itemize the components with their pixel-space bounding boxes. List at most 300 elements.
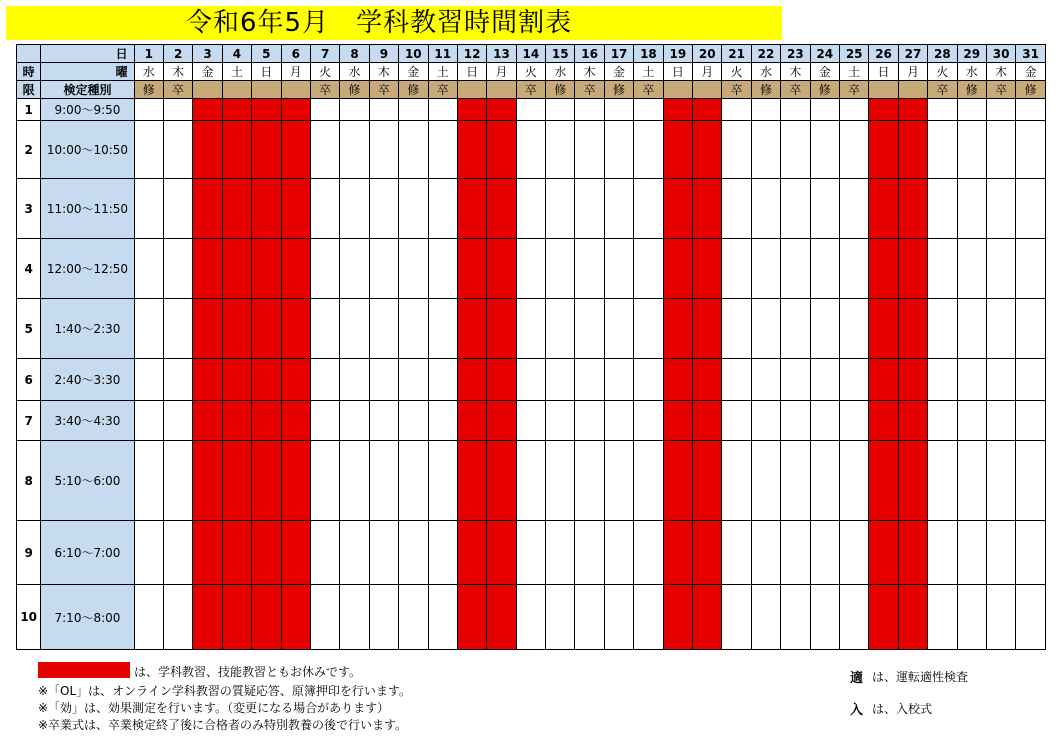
weekday-cell: 火	[516, 63, 545, 81]
schedule-cell	[487, 239, 516, 299]
day-number: 15	[546, 45, 575, 63]
weekday-cell: 日	[869, 63, 898, 81]
period-time: 5:10～6:00	[41, 441, 134, 521]
schedule-cell	[957, 441, 986, 521]
schedule-cell	[369, 299, 398, 359]
day-number: 13	[487, 45, 516, 63]
schedule-cell	[252, 179, 281, 239]
schedule-cell	[340, 441, 369, 521]
schedule-cell	[957, 99, 986, 121]
schedule-cell	[693, 401, 722, 441]
schedule-cell	[281, 521, 310, 585]
closed-legend-swatch	[38, 662, 130, 678]
kentei-cell: 修	[546, 81, 575, 99]
kentei-label: 検定種別	[41, 81, 134, 99]
schedule-cell	[516, 521, 545, 585]
schedule-cell	[134, 585, 163, 650]
schedule-cell	[516, 441, 545, 521]
schedule-cell	[193, 121, 222, 179]
kou-note: ※「効」は、効果測定を行います。（変更になる場合があります）	[38, 701, 390, 715]
period-number: 7	[17, 401, 41, 441]
schedule-cell	[751, 299, 780, 359]
day-number: 25	[839, 45, 868, 63]
schedule-cell	[1016, 441, 1046, 521]
period-time: 6:10～7:00	[41, 521, 134, 585]
schedule-cell	[163, 521, 192, 585]
schedule-cell	[222, 585, 251, 650]
schedule-cell	[222, 401, 251, 441]
schedule-cell	[340, 401, 369, 441]
schedule-cell	[340, 99, 369, 121]
schedule-cell	[722, 179, 751, 239]
day-number: 20	[693, 45, 722, 63]
schedule-cell	[163, 179, 192, 239]
schedule-cell	[222, 299, 251, 359]
schedule-cell	[546, 239, 575, 299]
schedule-cell	[986, 441, 1015, 521]
weekday-cell: 月	[693, 63, 722, 81]
schedule-cell	[546, 359, 575, 401]
weekday-cell: 土	[222, 63, 251, 81]
schedule-cell	[252, 521, 281, 585]
schedule-cell	[898, 99, 927, 121]
schedule-cell	[222, 239, 251, 299]
schedule-cell	[928, 521, 957, 585]
schedule-cell	[134, 359, 163, 401]
schedule-cell	[487, 441, 516, 521]
schedule-cell	[634, 239, 663, 299]
schedule-cell	[310, 239, 339, 299]
schedule-cell	[810, 359, 839, 401]
schedule-cell	[457, 359, 486, 401]
schedule-cell	[928, 441, 957, 521]
period-time: 1:40～2:30	[41, 299, 134, 359]
schedule-cell	[457, 99, 486, 121]
weekday-cell: 水	[957, 63, 986, 81]
schedule-cell	[1016, 521, 1046, 585]
schedule-cell	[986, 299, 1015, 359]
schedule-cell	[839, 401, 868, 441]
schedule-cell	[957, 121, 986, 179]
period-time: 10:00～10:50	[41, 121, 134, 179]
schedule-cell	[604, 299, 633, 359]
schedule-cell	[810, 401, 839, 441]
schedule-cell	[399, 401, 428, 441]
schedule-cell	[693, 239, 722, 299]
weekday-cell: 月	[281, 63, 310, 81]
period-number: 1	[17, 99, 41, 121]
schedule-cell	[634, 521, 663, 585]
schedule-cell	[634, 441, 663, 521]
kentei-cell: 卒	[310, 81, 339, 99]
schedule-cell	[898, 359, 927, 401]
schedule-cell	[222, 121, 251, 179]
period-row	[17, 239, 1046, 299]
schedule-cell	[604, 99, 633, 121]
schedule-cell	[604, 401, 633, 441]
schedule-cell	[252, 359, 281, 401]
kentei-cell: 卒	[516, 81, 545, 99]
schedule-cell	[516, 121, 545, 179]
schedule-cell	[1016, 121, 1046, 179]
schedule-cell	[546, 585, 575, 650]
schedule-cell	[369, 239, 398, 299]
teki-legend-mark: 適	[850, 671, 864, 686]
kentei-cell: 卒	[163, 81, 192, 99]
schedule-cell	[281, 99, 310, 121]
kentei-cell: 卒	[781, 81, 810, 99]
schedule-cell	[1016, 359, 1046, 401]
schedule-cell	[663, 299, 692, 359]
weekday-cell: 金	[399, 63, 428, 81]
schedule-cell	[281, 239, 310, 299]
schedule-cell	[399, 441, 428, 521]
schedule-cell	[310, 585, 339, 650]
corner-gen: 限	[17, 81, 41, 99]
schedule-cell	[869, 99, 898, 121]
schedule-cell	[751, 521, 780, 585]
weekday-cell: 木	[369, 63, 398, 81]
schedule-cell	[310, 99, 339, 121]
kentei-cell	[222, 81, 251, 99]
schedule-cell	[281, 401, 310, 441]
schedule-cell	[663, 401, 692, 441]
kentei-cell: 卒	[839, 81, 868, 99]
schedule-cell	[222, 99, 251, 121]
schedule-cell	[869, 441, 898, 521]
kentei-cell: 修	[810, 81, 839, 99]
schedule-cell	[575, 521, 604, 585]
schedule-cell	[193, 299, 222, 359]
weekday-cell: 金	[604, 63, 633, 81]
schedule-cell	[193, 99, 222, 121]
kentei-cell	[252, 81, 281, 99]
period-time: 9:00～9:50	[41, 99, 134, 121]
schedule-cell	[810, 299, 839, 359]
schedule-cell	[222, 179, 251, 239]
schedule-cell	[487, 99, 516, 121]
day-number: 30	[986, 45, 1015, 63]
weekday-cell: 水	[751, 63, 780, 81]
schedule-cell	[340, 299, 369, 359]
schedule-cell	[399, 585, 428, 650]
schedule-cell	[222, 441, 251, 521]
period-time: 11:00～11:50	[41, 179, 134, 239]
kentei-cell: 卒	[575, 81, 604, 99]
schedule-cell	[457, 299, 486, 359]
schedule-cell	[163, 441, 192, 521]
schedule-cell	[634, 401, 663, 441]
schedule-cell	[693, 179, 722, 239]
schedule-cell	[693, 359, 722, 401]
period-number: 3	[17, 179, 41, 239]
schedule-cell	[516, 585, 545, 650]
schedule-cell	[163, 121, 192, 179]
schedule-cell	[369, 359, 398, 401]
schedule-cell	[281, 179, 310, 239]
schedule-cell	[222, 359, 251, 401]
schedule-cell	[634, 359, 663, 401]
schedule-cell	[751, 179, 780, 239]
day-number: 10	[399, 45, 428, 63]
schedule-cell	[839, 179, 868, 239]
schedule-cell	[546, 441, 575, 521]
schedule-cell	[428, 121, 457, 179]
day-number: 9	[369, 45, 398, 63]
schedule-cell	[281, 299, 310, 359]
schedule-cell	[604, 359, 633, 401]
period-row	[17, 585, 1046, 650]
nyu-legend-text: は、入校式	[872, 702, 933, 716]
schedule-cell	[781, 359, 810, 401]
schedule-cell	[369, 179, 398, 239]
day-number: 11	[428, 45, 457, 63]
schedule-cell	[663, 99, 692, 121]
kentei-cell: 卒	[428, 81, 457, 99]
schedule-cell	[722, 401, 751, 441]
day-number: 14	[516, 45, 545, 63]
schedule-cell	[193, 401, 222, 441]
schedule-cell	[428, 359, 457, 401]
schedule-cell	[487, 521, 516, 585]
schedule-cell	[693, 299, 722, 359]
schedule-cell	[163, 299, 192, 359]
schedule-cell	[575, 179, 604, 239]
schedule-cell	[898, 441, 927, 521]
schedule-cell	[134, 521, 163, 585]
period-time: 7:10～8:00	[41, 585, 134, 650]
schedule-cell	[722, 121, 751, 179]
schedule-cell	[457, 441, 486, 521]
weekday-cell: 木	[781, 63, 810, 81]
schedule-cell	[781, 179, 810, 239]
schedule-cell	[516, 239, 545, 299]
schedule-cell	[693, 441, 722, 521]
kentei-cell: 修	[957, 81, 986, 99]
schedule-cell	[487, 121, 516, 179]
schedule-cell	[722, 299, 751, 359]
schedule-cell	[575, 585, 604, 650]
schedule-cell	[928, 179, 957, 239]
kentei-cell	[457, 81, 486, 99]
day-number: 22	[751, 45, 780, 63]
period-number: 10	[17, 585, 41, 650]
schedule-cell	[986, 121, 1015, 179]
schedule-cell	[751, 441, 780, 521]
schedule-cell	[663, 121, 692, 179]
schedule-cell	[928, 585, 957, 650]
schedule-cell	[134, 121, 163, 179]
schedule-cell	[575, 99, 604, 121]
schedule-cell	[634, 299, 663, 359]
schedule-cell	[428, 521, 457, 585]
schedule-cell	[751, 121, 780, 179]
weekday-cell: 月	[898, 63, 927, 81]
schedule-cell	[986, 179, 1015, 239]
schedule-cell	[751, 359, 780, 401]
kentei-cell: 修	[340, 81, 369, 99]
kentei-cell: 修	[1016, 81, 1046, 99]
schedule-cell	[663, 239, 692, 299]
period-time: 2:40～3:30	[41, 359, 134, 401]
schedule-cell	[252, 121, 281, 179]
schedule-cell	[693, 121, 722, 179]
schedule-cell	[457, 121, 486, 179]
period-number: 9	[17, 521, 41, 585]
schedule-cell	[134, 401, 163, 441]
schedule-cell	[693, 585, 722, 650]
schedule-cell	[428, 239, 457, 299]
schedule-cell	[781, 521, 810, 585]
schedule-cell	[369, 401, 398, 441]
day-number: 7	[310, 45, 339, 63]
period-time: 3:40～4:30	[41, 401, 134, 441]
schedule-cell	[839, 121, 868, 179]
schedule-cell	[781, 121, 810, 179]
weekday-cell: 金	[810, 63, 839, 81]
schedule-cell	[957, 585, 986, 650]
schedule-cell	[663, 585, 692, 650]
schedule-cell	[369, 99, 398, 121]
schedule-cell	[546, 179, 575, 239]
day-number: 24	[810, 45, 839, 63]
weekday-cell: 土	[428, 63, 457, 81]
schedule-cell	[1016, 239, 1046, 299]
schedule-cell	[869, 521, 898, 585]
ol-note: ※「OL」は、オンライン学科教習の質疑応答、原簿押印を行います。	[38, 684, 411, 698]
schedule-cell	[986, 521, 1015, 585]
schedule-cell	[193, 441, 222, 521]
schedule-cell	[399, 299, 428, 359]
teki-legend-text: は、運転適性検査	[872, 670, 969, 684]
schedule-cell	[399, 239, 428, 299]
period-number: 8	[17, 441, 41, 521]
schedule-cell	[163, 99, 192, 121]
schedule-cell	[810, 441, 839, 521]
schedule-cell	[340, 121, 369, 179]
sotsu-note: ※卒業式は、卒業検定終了後に合格者のみ特別教養の後で行います。	[38, 718, 408, 732]
day-number: 28	[928, 45, 957, 63]
schedule-cell	[957, 179, 986, 239]
schedule-cell	[575, 299, 604, 359]
period-number: 6	[17, 359, 41, 401]
schedule-cell	[634, 121, 663, 179]
schedule-cell	[369, 521, 398, 585]
kentei-cell: 修	[604, 81, 633, 99]
weekday-cell: 火	[310, 63, 339, 81]
schedule-cell	[722, 359, 751, 401]
schedule-cell	[722, 239, 751, 299]
schedule-cell	[693, 521, 722, 585]
kentei-cell	[193, 81, 222, 99]
schedule-cell	[898, 585, 927, 650]
day-number: 19	[663, 45, 692, 63]
schedule-cell	[957, 239, 986, 299]
schedule-cell	[516, 99, 545, 121]
period-row	[17, 179, 1046, 239]
schedule-cell	[399, 99, 428, 121]
weekday-cell: 金	[193, 63, 222, 81]
period-row	[17, 299, 1046, 359]
schedule-cell	[839, 239, 868, 299]
day-number: 1	[134, 45, 163, 63]
weekday-cell: 日	[252, 63, 281, 81]
schedule-cell	[898, 179, 927, 239]
schedule-cell	[457, 401, 486, 441]
schedule-cell	[516, 359, 545, 401]
schedule-cell	[252, 299, 281, 359]
schedule-cell	[340, 585, 369, 650]
schedule-cell	[399, 121, 428, 179]
schedule-cell	[634, 99, 663, 121]
schedule-cell	[986, 401, 1015, 441]
schedule-cell	[134, 99, 163, 121]
schedule-cell	[663, 441, 692, 521]
weekday-cell: 金	[1016, 63, 1046, 81]
schedule-cell	[1016, 401, 1046, 441]
schedule-cell	[134, 299, 163, 359]
schedule-cell	[457, 585, 486, 650]
schedule-cell	[810, 521, 839, 585]
schedule-cell	[310, 401, 339, 441]
schedule-cell	[193, 521, 222, 585]
schedule-cell	[1016, 299, 1046, 359]
day-label: 日	[41, 45, 134, 63]
schedule-cell	[839, 359, 868, 401]
schedule-cell	[193, 239, 222, 299]
weekday-cell: 土	[634, 63, 663, 81]
weekday-cell: 水	[546, 63, 575, 81]
schedule-cell	[810, 585, 839, 650]
kentei-cell: 修	[134, 81, 163, 99]
schedule-cell	[986, 585, 1015, 650]
schedule-cell	[986, 239, 1015, 299]
schedule-cell	[546, 299, 575, 359]
schedule-cell	[1016, 99, 1046, 121]
schedule-cell	[546, 121, 575, 179]
schedule-cell	[487, 179, 516, 239]
schedule-cell	[810, 99, 839, 121]
period-number: 5	[17, 299, 41, 359]
kentei-cell: 卒	[722, 81, 751, 99]
schedule-cell	[575, 239, 604, 299]
schedule-cell	[869, 401, 898, 441]
schedule-cell	[340, 521, 369, 585]
schedule-cell	[457, 179, 486, 239]
schedule-cell	[869, 299, 898, 359]
schedule-cell	[399, 359, 428, 401]
schedule-cell	[222, 521, 251, 585]
schedule-cell	[1016, 179, 1046, 239]
schedule-cell	[546, 521, 575, 585]
day-number: 5	[252, 45, 281, 63]
schedule-cell	[957, 299, 986, 359]
schedule-cell	[722, 521, 751, 585]
day-number: 2	[163, 45, 192, 63]
kentei-cell	[281, 81, 310, 99]
schedule-cell	[604, 239, 633, 299]
kentei-cell: 卒	[928, 81, 957, 99]
schedule-cell	[428, 401, 457, 441]
closed-legend-text: は、学科教習、技能教習ともお休みです。	[134, 665, 362, 679]
schedule-cell	[869, 359, 898, 401]
schedule-cell	[928, 99, 957, 121]
schedule-cell	[369, 121, 398, 179]
schedule-cell	[487, 359, 516, 401]
schedule-cell	[487, 299, 516, 359]
period-row	[17, 521, 1046, 585]
day-number: 6	[281, 45, 310, 63]
